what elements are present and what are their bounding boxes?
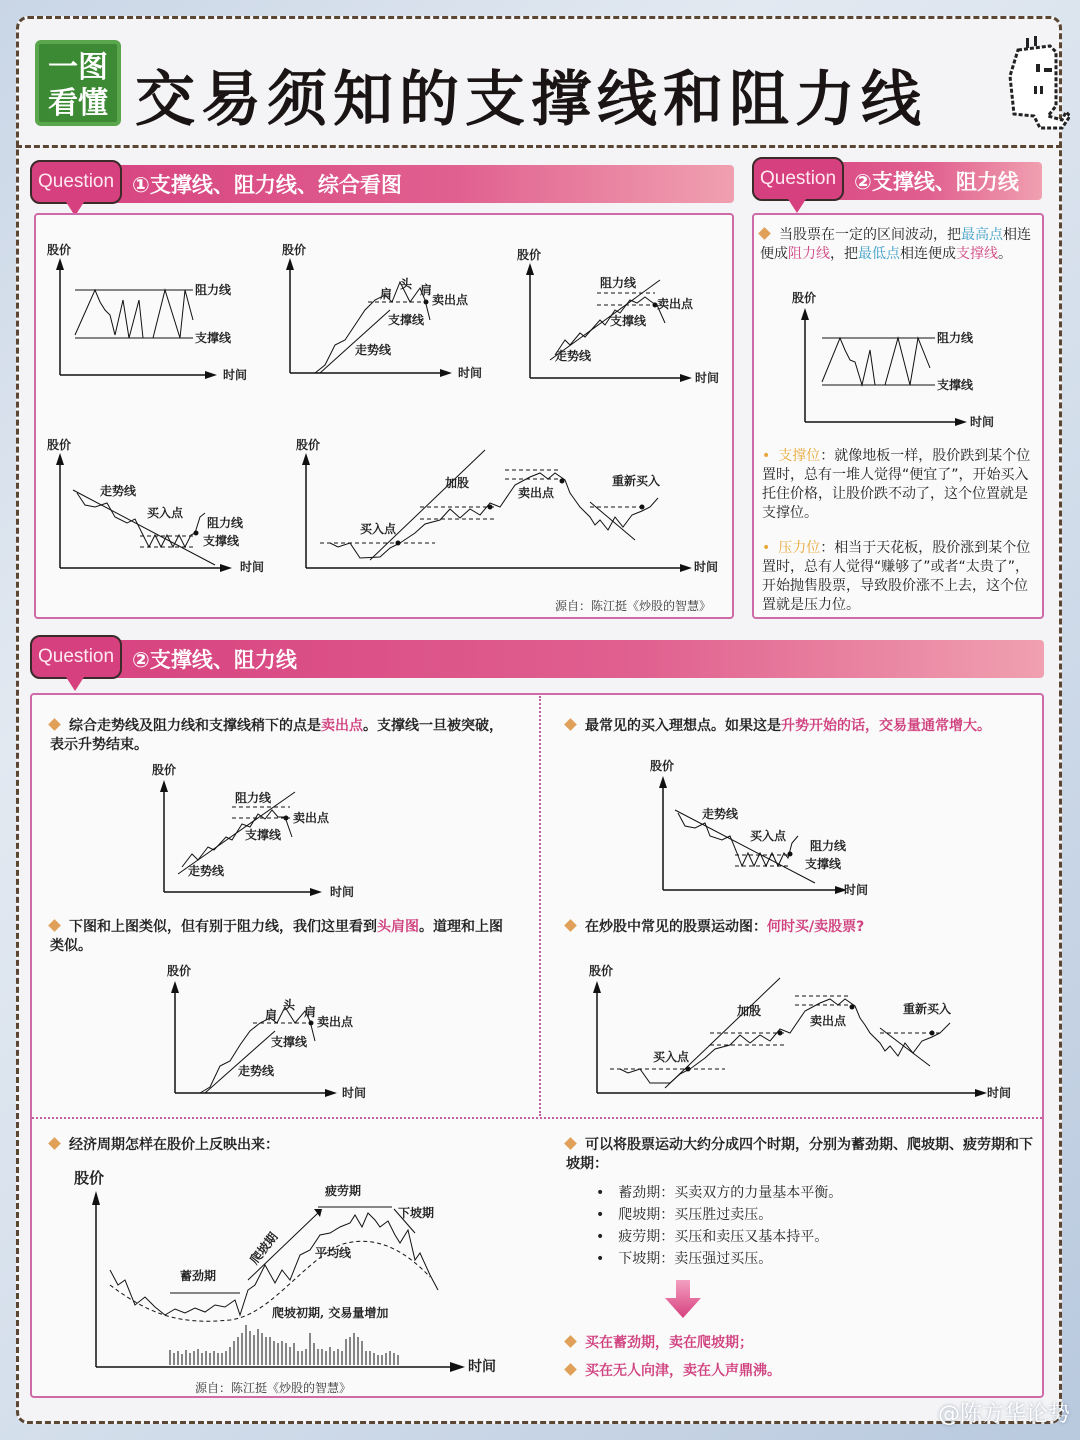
title-divider [16, 145, 1062, 148]
svg-text:时间: 时间 [970, 415, 995, 429]
svg-text:加股: 加股 [737, 1004, 762, 1018]
arrow-down-icon [665, 1280, 701, 1320]
phase-item: • 疲劳期：买压和卖压又基本持平。 [596, 1228, 1016, 1247]
svg-text:股价: 股价 [650, 759, 675, 773]
chart-buy-sell-cycle-2 [585, 963, 1035, 1107]
svg-text:支撑线: 支撑线 [388, 313, 425, 327]
section2-title: ②支撑线、阻力线 [854, 170, 1019, 194]
svg-text:买入点: 买入点 [653, 1050, 690, 1064]
question-badge: Question [30, 160, 122, 204]
svg-text:爬坡期: 爬坡期 [247, 1229, 281, 1267]
svg-text:股价: 股价 [282, 243, 307, 257]
svg-text:股价: 股价 [517, 248, 542, 262]
column-divider [539, 696, 541, 1116]
svg-text:股价: 股价 [792, 291, 817, 305]
svg-text:支撑线: 支撑线 [610, 314, 647, 328]
svg-text:走势线: 走势线 [188, 864, 225, 878]
section2-header [756, 162, 1042, 200]
svg-text:股价: 股价 [296, 438, 321, 452]
intro-paragraph: 当股票在一定的区间波动，把最高点相连便成阻力线，把最低点相连便成支撑线。 [760, 227, 1031, 262]
svg-text:重新买入: 重新买入 [612, 474, 661, 488]
svg-text:买入点: 买入点 [750, 829, 787, 843]
svg-text:时间: 时间 [458, 366, 483, 380]
chart-head-shoulders-2 [165, 963, 385, 1107]
svg-text:卖出点: 卖出点 [657, 297, 694, 311]
svg-text:肩: 肩 [380, 287, 393, 301]
svg-text:肩: 肩 [304, 1005, 317, 1019]
svg-text:重新买入: 重新买入 [903, 1002, 952, 1016]
svg-text:股价: 股价 [47, 438, 72, 452]
section1-title: ①支撑线、阻力线、综合看图 [132, 173, 402, 197]
svg-text:卖出点: 卖出点 [432, 293, 469, 307]
conclusion-2: 买在无人向津，卖在人声鼎沸。 [566, 1362, 1036, 1381]
chart-range [45, 240, 265, 384]
page-title: 交易须知的支撑线和阻力线 [135, 65, 927, 135]
bullet-icon: • [762, 448, 771, 464]
source-citation-2: 源自：陈江挺《炒股的智慧》 [195, 1381, 352, 1395]
svg-text:爬坡初期, 交易量增加: 爬坡初期, 交易量增加 [272, 1306, 389, 1320]
svg-text:卖出点: 卖出点 [317, 1015, 354, 1029]
diamond-bullet-icon [758, 227, 771, 240]
svg-text:时间: 时间 [330, 885, 355, 899]
svg-text:支撑线: 支撑线 [805, 857, 842, 871]
block6-text: 可以将股票运动大约分成四个时期，分别为蓄劲期、爬坡期、疲劳期和下坡期： [566, 1137, 1033, 1172]
resistance-level-paragraph: • 压力位：相当于天花板，股价涨到某个位置时，总有人觉得“赚够了”或者“太贵了”，开始抛售股票，导致股价涨不上去，这个位置就是压力位。 [762, 540, 1031, 613]
section3-title: ②支撑线、阻力线 [132, 648, 297, 672]
svg-text:肩: 肩 [265, 1008, 278, 1022]
svg-text:走势线: 走势线 [355, 343, 392, 357]
diamond-bullet-icon [48, 919, 61, 932]
block2-text: 最常见的买入理想点。如果这是升势开始的话，交易量通常增大。 [566, 717, 1036, 736]
diamond-bullet-icon [564, 1137, 577, 1150]
svg-text:阻力线: 阻力线 [195, 283, 232, 297]
svg-text:股价: 股价 [589, 964, 614, 978]
svg-text:支撑线: 支撑线 [195, 331, 232, 345]
diamond-bullet-icon [48, 1137, 61, 1150]
svg-text:时间: 时间 [240, 560, 265, 574]
svg-text:阻力线: 阻力线 [207, 516, 244, 530]
chart-downtrend-buy [45, 435, 285, 579]
chart-buy-sell-cycle [290, 435, 730, 579]
section3-header [34, 640, 1044, 678]
svg-text:下坡期: 下坡期 [398, 1206, 435, 1220]
svg-text:加股: 加股 [445, 476, 470, 490]
svg-text:支撑线: 支撑线 [271, 1035, 308, 1049]
pixel-cat-icon [1000, 36, 1070, 136]
svg-text:阻力线: 阻力线 [600, 276, 637, 290]
svg-text:走势线: 走势线 [555, 349, 592, 363]
svg-text:阻力线: 阻力线 [937, 331, 974, 345]
block3-text: 下图和上图类似，但有别于阻力线，我们这里看到头肩图。道理和上图类似。 [50, 919, 503, 954]
logo-line-2: 看懂 [48, 86, 108, 121]
row-divider [32, 1117, 1042, 1119]
svg-text:支撑线: 支撑线 [937, 378, 974, 392]
svg-text:股价: 股价 [152, 763, 177, 777]
volume-bars [170, 1325, 398, 1365]
svg-text:卖出点: 卖出点 [810, 1014, 847, 1028]
logo-badge [35, 40, 121, 126]
svg-text:卖出点: 卖出点 [518, 486, 555, 500]
svg-text:股价: 股价 [74, 1169, 105, 1187]
svg-text:蓄劲期: 蓄劲期 [180, 1269, 217, 1283]
svg-text:时间: 时间 [987, 1086, 1012, 1100]
svg-text:肩: 肩 [420, 283, 433, 297]
block1-text: 综合走势线及阻力线和支撑线稍下的点是卖出点。支撑线一旦被突破，表示升势结束。 [50, 718, 503, 753]
svg-text:买入点: 买入点 [360, 522, 397, 536]
svg-text:卖出点: 卖出点 [293, 811, 330, 825]
chart-head-shoulders [280, 240, 500, 384]
svg-text:时间: 时间 [695, 371, 720, 385]
svg-text:时间: 时间 [223, 368, 248, 382]
svg-text:平均线: 平均线 [315, 1246, 352, 1260]
chart-range-small [790, 290, 1020, 439]
chart-trend-break-2 [150, 762, 370, 906]
diamond-bullet-icon [564, 919, 577, 932]
phase-item: • 下坡期：卖压强过买压。 [596, 1250, 1016, 1269]
support-level-paragraph: • 支撑位：就像地板一样，股价跌到某个位置时，总有一堆人觉得“便宜了”，开始买入托住价格，让股价跌不动了，这个位置就是支撑位。 [762, 448, 1031, 521]
svg-text:股价: 股价 [47, 243, 72, 257]
question-badge: Question [752, 157, 844, 201]
phase-item: • 蓄劲期：买卖双方的力量基本平衡。 [596, 1184, 1016, 1203]
svg-text:支撑线: 支撑线 [203, 534, 240, 548]
svg-text:股价: 股价 [167, 964, 192, 978]
svg-text:头: 头 [283, 998, 296, 1012]
svg-text:支撑线: 支撑线 [245, 828, 282, 842]
svg-text:疲劳期: 疲劳期 [325, 1184, 362, 1198]
diamond-bullet-icon [564, 1335, 577, 1348]
chart-economic-cycle [70, 1165, 510, 1379]
diamond-bullet-icon [564, 1363, 577, 1376]
chart-downtrend-buy-2 [650, 758, 890, 902]
svg-text:走势线: 走势线 [100, 484, 137, 498]
block4-text: 在炒股中常见的股票运动图：何时买/卖股票? [566, 918, 1036, 937]
chart-trend-break [515, 245, 735, 389]
svg-text:阻力线: 阻力线 [810, 839, 847, 853]
conclusion-1: 买在蓄劲期，卖在爬坡期； [566, 1334, 1036, 1353]
svg-text:阻力线: 阻力线 [235, 791, 272, 805]
phase-item: • 爬坡期：买压胜过卖压。 [596, 1206, 1016, 1225]
phase-list [596, 1184, 1016, 1272]
svg-text:走势线: 走势线 [702, 807, 739, 821]
question-badge: Question [30, 635, 122, 679]
svg-text:买入点: 买入点 [147, 506, 184, 520]
bullet-icon: • [762, 540, 771, 556]
source-citation: 源自：陈江挺《炒股的智慧》 [555, 599, 712, 613]
watermark: @陈方华论势 [937, 1402, 1070, 1427]
svg-text:头: 头 [400, 277, 413, 291]
diamond-bullet-icon [564, 718, 577, 731]
svg-text:走势线: 走势线 [238, 1064, 275, 1078]
svg-text:时间: 时间 [342, 1086, 367, 1100]
logo-line-1: 一图 [48, 50, 108, 85]
svg-text:时间: 时间 [844, 883, 869, 897]
block5-text: 经济周期怎样在股价上反映出来： [50, 1136, 510, 1155]
svg-text:时间: 时间 [694, 560, 719, 574]
diamond-bullet-icon [48, 718, 61, 731]
section1-header [34, 165, 734, 203]
svg-text:时间: 时间 [468, 1359, 496, 1375]
